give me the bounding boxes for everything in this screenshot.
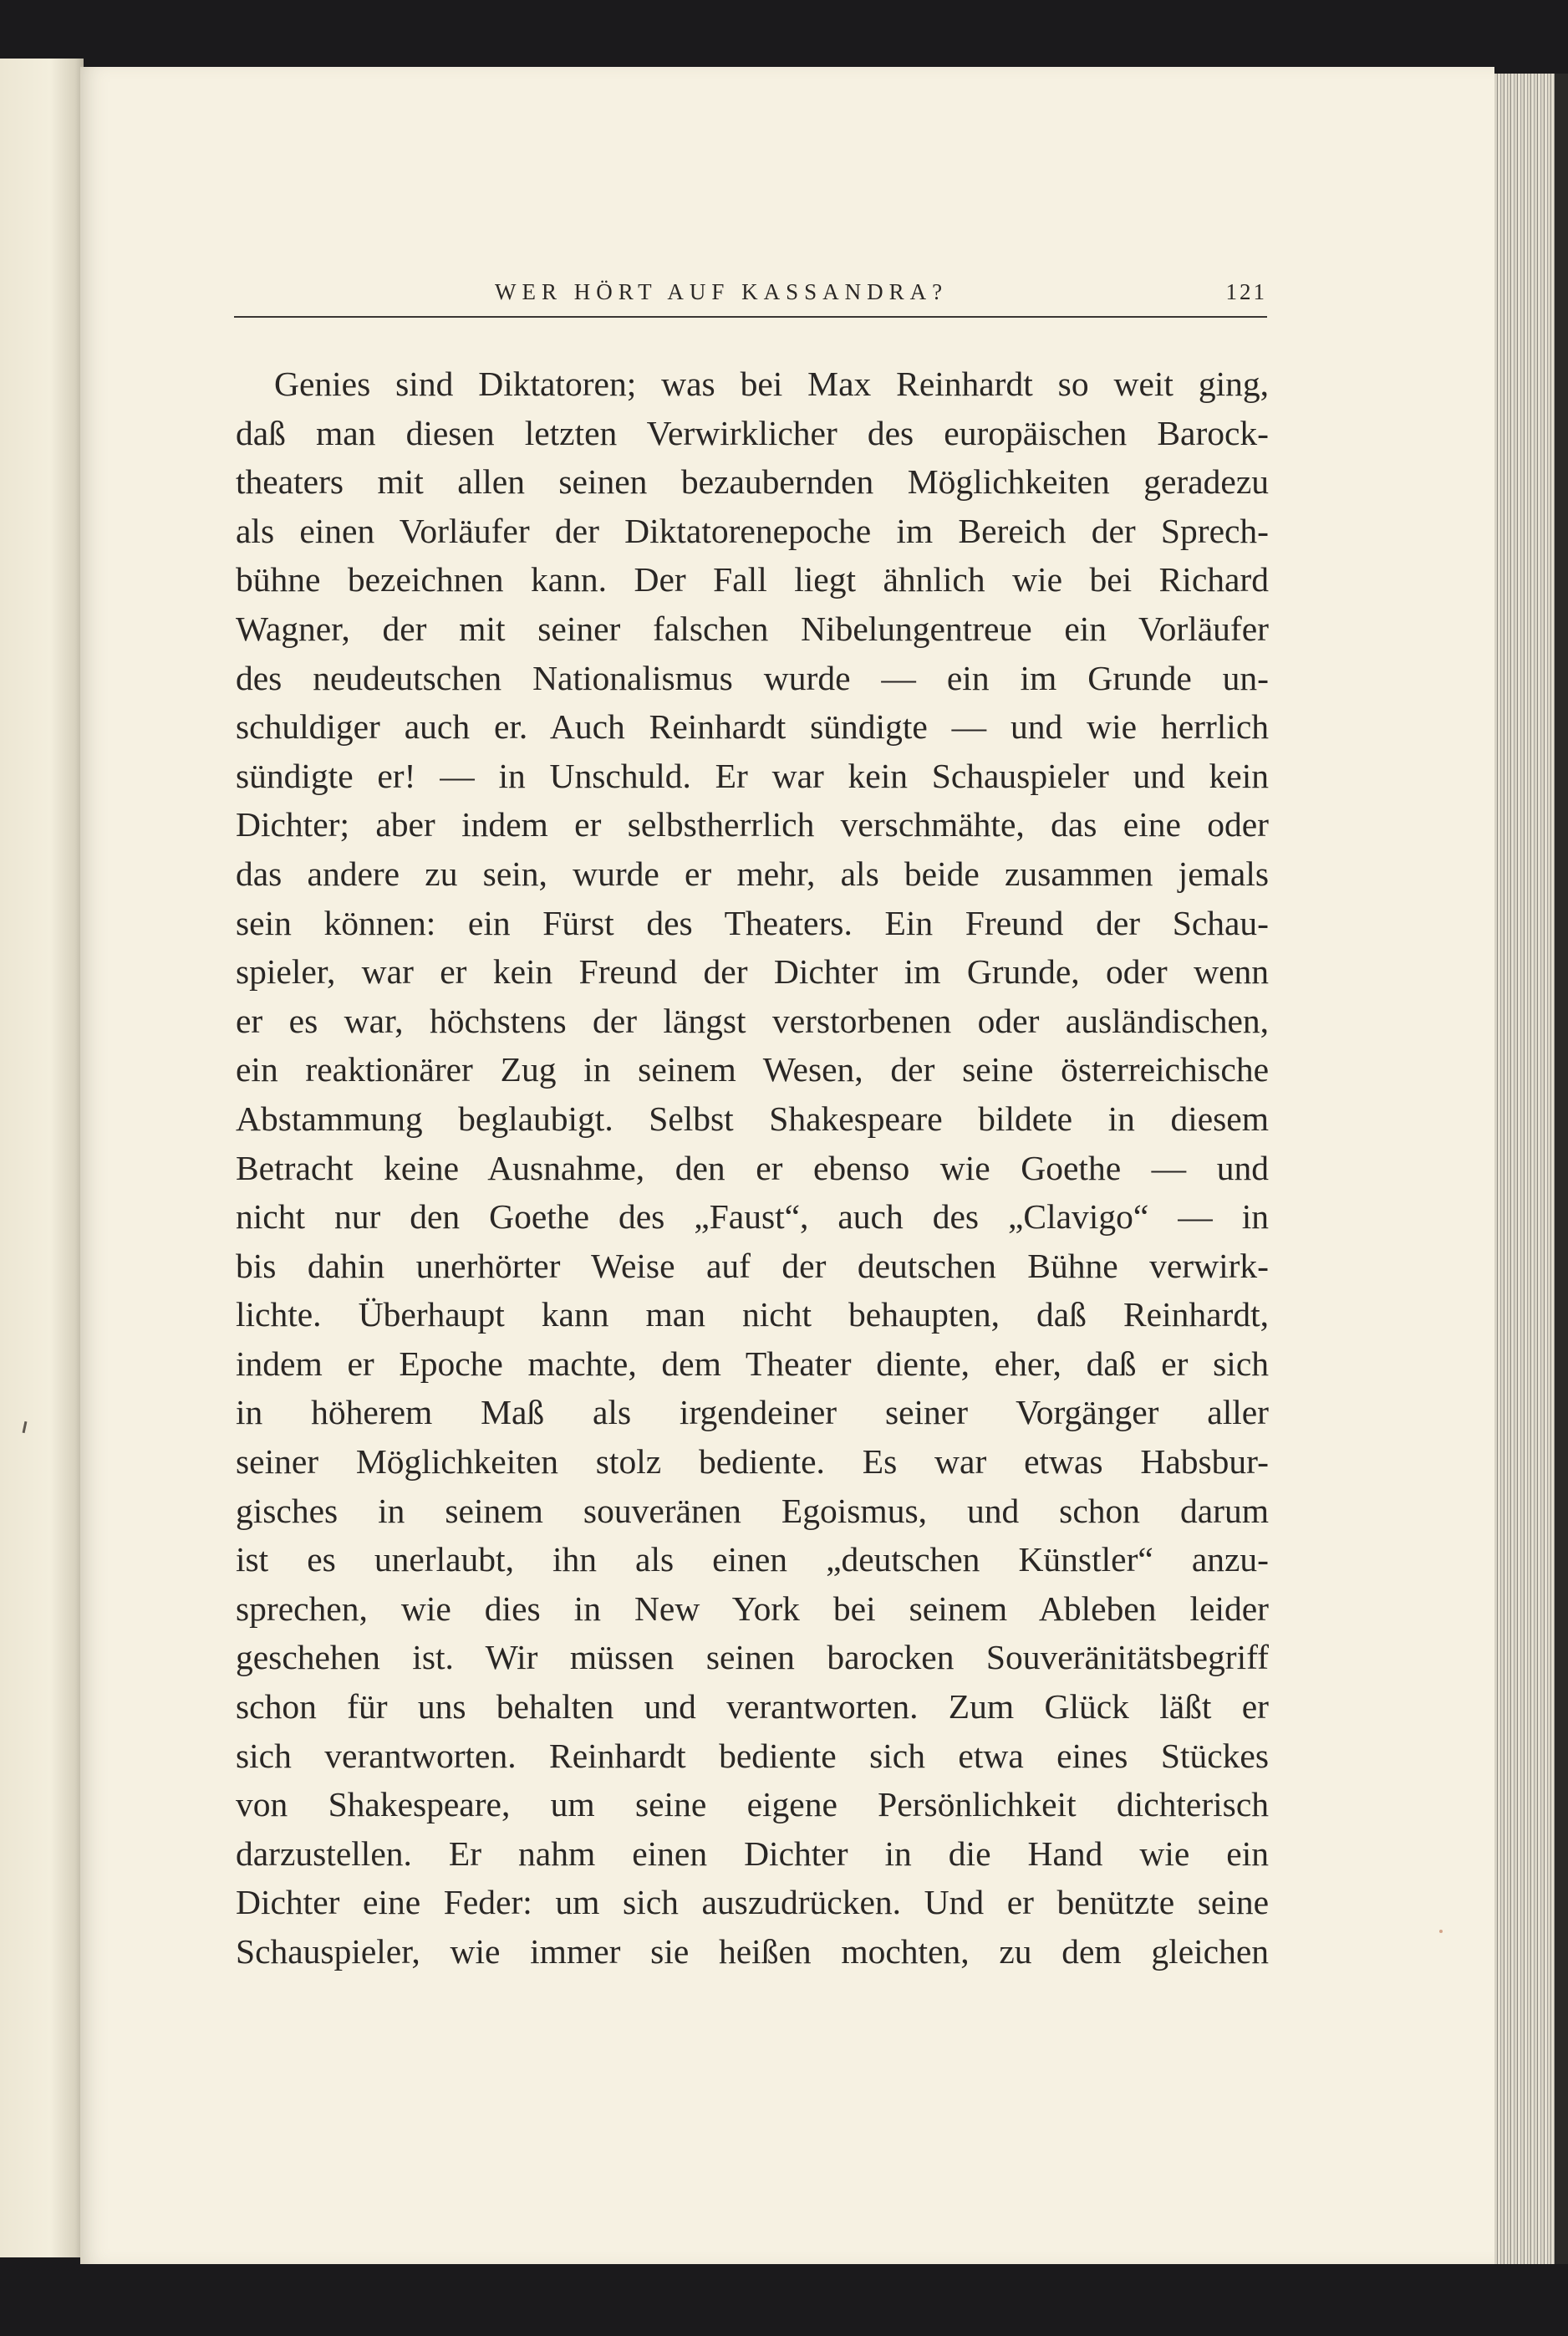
text-line: Betracht keine Ausnahme, den er ebenso wie Goethe — und	[236, 1148, 1269, 1187]
text-line: Genies sind Diktatoren; was bei Max Reinhardt so weit ging,	[274, 365, 1269, 403]
page-number: 121	[1225, 279, 1267, 304]
text-line: bühne bezeichnen kann. Der Fall liegt ähnlich wie bei Richard	[236, 560, 1269, 599]
text-line: seiner Möglichkeiten stolz bediente. Es war etwas Habsbur-	[236, 1442, 1269, 1482]
text-line: Wagner, der mit seiner falschen Nibelungentreue ein Vorläufer	[236, 609, 1269, 648]
text-line: lichte. Überhaupt kann man nicht behaupten, daß Reinhardt,	[236, 1295, 1269, 1334]
text-line: Schauspieler, wie immer sie heißen mochten, zu dem gleichen	[236, 1932, 1269, 1971]
body-paragraph	[236, 360, 1269, 1976]
text-line: ist es unerlaubt, ihn als einen „deutschen Künstler“ anzu-	[236, 1540, 1269, 1579]
text-line: das andere zu sein, wurde er mehr, als beide zusammen jemals	[236, 854, 1269, 893]
text-line: sündigte er! — in Unschuld. Er war kein Schauspieler und kein	[236, 756, 1269, 795]
text-line: gisches in seinem souveränen Egoismus, und schon darum	[236, 1491, 1269, 1530]
text-line: Abstammung beglaubigt. Selbst Shakespeare bildete in diesem	[236, 1099, 1269, 1138]
text-line: Dichter eine Feder: um sich auszudrücken. Und er benützte seine	[236, 1883, 1269, 1922]
text-line: ein reaktionärer Zug in seinem Wesen, der seine österreichische	[236, 1050, 1269, 1089]
text-line: schuldiger auch er. Auch Reinhardt sündigte — und wie herrlich	[236, 707, 1269, 747]
text-line: daß man diesen letzten Verwirklicher des europäischen Barock-	[236, 413, 1269, 452]
header-rule	[234, 316, 1267, 318]
text-line: von Shakespeare, um seine eigene Persönlichkeit dichterisch	[236, 1785, 1269, 1824]
text-line: sein können: ein Fürst des Theaters. Ein Freund der Schau-	[236, 903, 1269, 942]
facing-page-edge	[0, 59, 84, 2257]
text-line: theaters mit allen seinen bezaubernden Möglichkeiten geradezu	[236, 462, 1269, 502]
text-line: bis dahin unerhörter Weise auf der deutschen Bühne verwirk-	[236, 1246, 1269, 1285]
text-line: er es war, höchstens der längst verstorbenen oder ausländischen,	[236, 1001, 1269, 1040]
paper-speck	[1439, 1930, 1443, 1933]
text-line: sprechen, wie dies in New York bei seinem Ableben leider	[236, 1589, 1269, 1628]
running-head-title: WER HÖRT AUF KASSANDRA?	[495, 279, 949, 304]
text-line: spieler, war er kein Freund der Dichter im Grunde, oder wenn	[236, 952, 1269, 992]
text-line: schon für uns behalten und verantworten. Zum Glück läßt er	[236, 1687, 1269, 1726]
text-line: sich verantworten. Reinhardt bediente sich etwa eines Stückes	[236, 1736, 1269, 1775]
running-head	[234, 279, 1267, 316]
text-line: des neudeutschen Nationalismus wurde — ein im Grunde un-	[236, 658, 1269, 697]
text-line: Dichter; aber indem er selbstherrlich verschmähte, das eine oder	[236, 805, 1269, 844]
text-line: als einen Vorläufer der Diktatorenepoche im Bereich der Sprech-	[236, 511, 1269, 550]
text-line: in höherem Maß als irgendeiner seiner Vorgänger aller	[236, 1393, 1269, 1432]
text-line: indem er Epoche machte, dem Theater diente, eher, daß er sich	[236, 1344, 1269, 1383]
text-line: geschehen ist. Wir müssen seinen barocken Souveränitätsbegriff	[236, 1638, 1269, 1677]
book-edge-shadow	[1555, 74, 1568, 2264]
text-line: nicht nur den Goethe des „Faust“, auch des „Clavigo“ — in	[236, 1197, 1269, 1237]
text-line: darzustellen. Er nahm einen Dichter in die Hand wie ein	[236, 1834, 1269, 1873]
